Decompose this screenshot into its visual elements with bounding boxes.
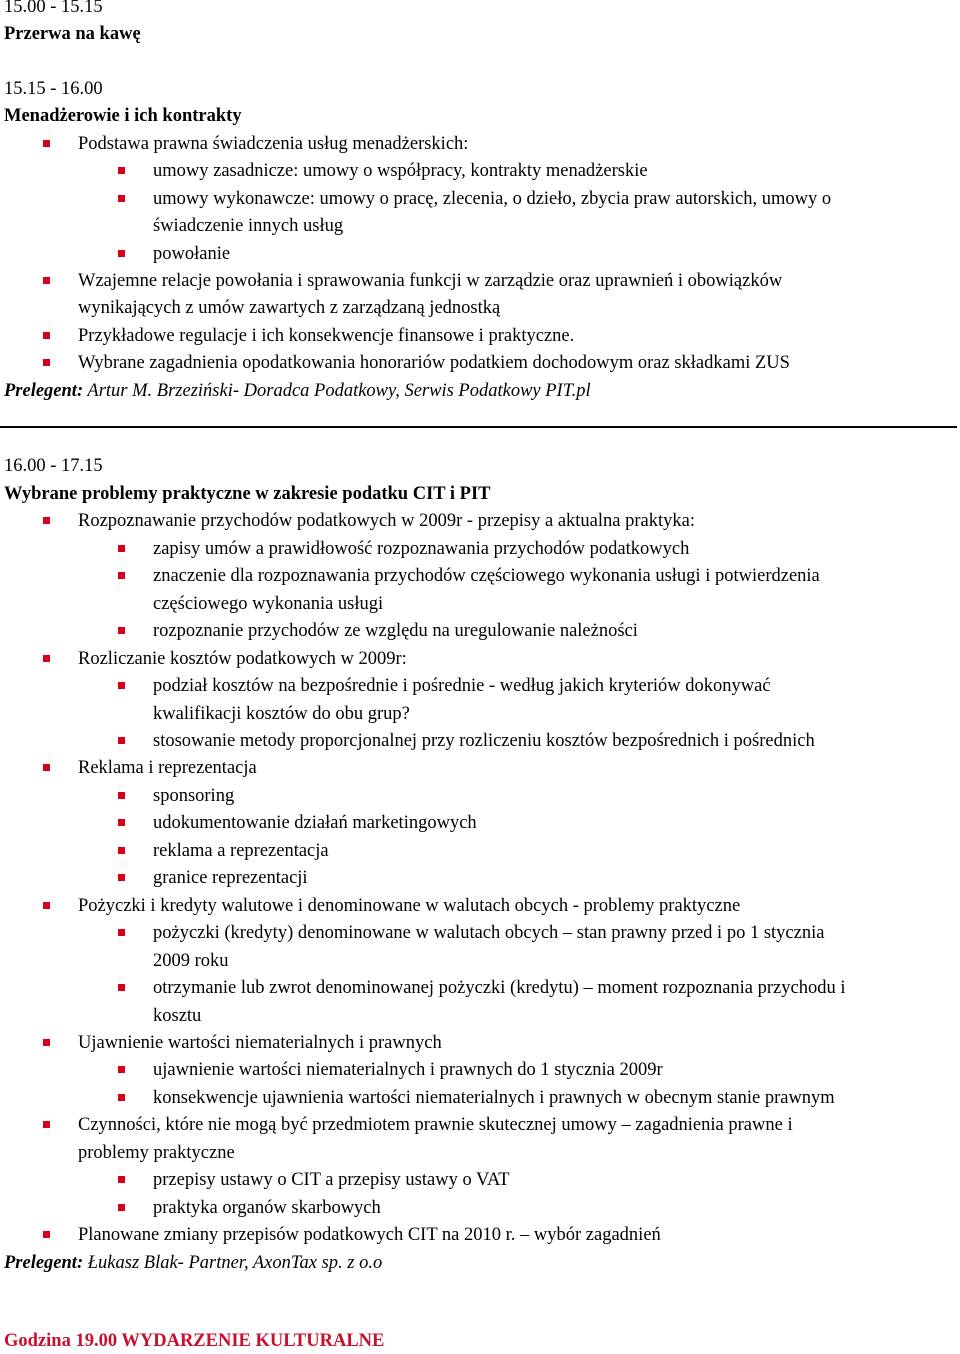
bullet-icon <box>43 277 50 284</box>
bullet-icon <box>43 517 50 524</box>
speaker-label: Prelegent: <box>4 1253 84 1273</box>
list-item: Wybrane zagadnienia opodatkowania honorariów podatkiem dochodowym oraz składkami ZUS <box>78 353 790 373</box>
speaker-name: Artur M. Brzeziński- Doradca Podatkowy, Serwis Podatkowy PIT.pl <box>87 381 591 401</box>
session2-title: Menadżerowie i ich kontrakty <box>4 106 242 126</box>
bullet-icon <box>118 682 125 689</box>
list-item: przepisy ustawy o CIT a przepisy ustawy o VAT <box>153 1170 510 1190</box>
list-item: konsekwencje ujawnienia wartości niematerialnych i prawnych w obecnym stanie prawnym <box>153 1088 835 1108</box>
list-item-continuation: częściowego wykonania usługi <box>153 594 384 614</box>
list-item: Wzajemne relacje powołania i sprawowania funkcji w zarządzie oraz uprawnień i obowiązków <box>78 271 783 291</box>
list-item: zapisy umów a prawidłowość rozpoznawania przychodów podatkowych <box>153 539 690 559</box>
list-item: pożyczki (kredyty) denominowane w walutach obcych – stan prawny przed i po 1 stycznia <box>153 923 825 943</box>
bullet-icon <box>118 819 125 826</box>
bullet-icon <box>118 1094 125 1101</box>
bullet-icon <box>118 984 125 991</box>
list-item: Czynności, które nie mogą być przedmiotem prawnie skutecznej umowy – zagadnienia prawne i <box>78 1115 793 1135</box>
list-item-continuation: problemy praktyczne <box>78 1143 235 1163</box>
list-item: Podstawa prawna świadczenia usług menadżerskich: <box>78 134 469 154</box>
list-item: Ujawnienie wartości niematerialnych i prawnych <box>78 1033 442 1053</box>
bullet-icon <box>118 737 125 744</box>
list-item: reklama a reprezentacja <box>153 841 329 861</box>
bullet-icon <box>118 847 125 854</box>
list-item: umowy wykonawcze: umowy o pracę, zlecenia, o dzieło, zbycia praw autorskich, umowy o <box>153 189 832 209</box>
list-item: Pożyczki i kredyty walutowe i denominowane w walutach obcych - problemy praktyczne <box>78 896 741 916</box>
bullet-icon <box>118 1066 125 1073</box>
session1-title: Przerwa na kawę <box>4 24 141 44</box>
bullet-icon <box>118 195 125 202</box>
bullet-icon <box>43 655 50 662</box>
bullet-icon <box>118 1204 125 1211</box>
list-item: otrzymanie lub zwrot denominowanej pożyczki (kredytu) – moment rozpoznania przychodu i <box>153 978 846 998</box>
session2-speaker <box>4 379 591 403</box>
list-item: stosowanie metody proporcjonalnej przy rozliczeniu kosztów bezpośrednich i pośrednich <box>153 731 815 751</box>
bullet-icon <box>118 627 125 634</box>
session2-time: 15.15 - 16.00 <box>4 79 103 99</box>
session3-time: 16.00 - 17.15 <box>4 456 103 476</box>
bullet-icon <box>118 929 125 936</box>
list-item: Planowane zmiany przepisów podatkowych CIT na 2010 r. – wybór zagadnień <box>78 1225 661 1245</box>
list-item: Rozpoznawanie przychodów podatkowych w 2009r - przepisy a aktualna praktyka: <box>78 511 695 531</box>
list-item: praktyka organów skarbowych <box>153 1198 381 1218</box>
list-item: umowy zasadnicze: umowy o współpracy, kontrakty menadżerskie <box>153 161 648 181</box>
bullet-icon <box>118 572 125 579</box>
list-item: Przykładowe regulacje i ich konsekwencje finansowe i praktyczne. <box>78 326 575 346</box>
bullet-icon <box>43 140 50 147</box>
speaker-name: Łukasz Blak- Partner, AxonTax sp. z o.o <box>87 1253 383 1273</box>
bullet-icon <box>118 792 125 799</box>
list-item: granice reprezentacji <box>153 868 308 888</box>
list-item-continuation: wynikających z umów zawartych z zarządzaną jednostką <box>78 298 501 318</box>
bullet-icon <box>118 250 125 257</box>
bullet-icon <box>118 167 125 174</box>
cultural-event: Godzina 19.00 WYDARZENIE KULTURALNE <box>4 1331 385 1351</box>
list-item: powołanie <box>153 244 231 264</box>
bullet-icon <box>43 1121 50 1128</box>
bullet-icon <box>43 359 50 366</box>
list-item-continuation: kosztu <box>153 1006 202 1026</box>
list-item: rozpoznanie przychodów ze względu na uregulowanie należności <box>153 621 638 641</box>
list-item: podział kosztów na bezpośrednie i pośrednie - według jakich kryteriów dokonywać <box>153 676 771 696</box>
session3-speaker <box>4 1251 382 1275</box>
session3-title: Wybrane problemy praktyczne w zakresie podatku CIT i PIT <box>4 484 491 504</box>
bullet-icon <box>118 1176 125 1183</box>
section-divider <box>0 426 957 428</box>
speaker-label: Prelegent: <box>4 381 84 401</box>
list-item-continuation: kwalifikacji kosztów do obu grup? <box>153 704 410 724</box>
list-item-continuation: świadczenie innych usług <box>153 216 344 236</box>
list-item: znaczenie dla rozpoznawania przychodów częściowego wykonania usługi i potwierdzenia <box>153 566 820 586</box>
bullet-icon <box>43 1231 50 1238</box>
list-item: ujawnienie wartości niematerialnych i prawnych do 1 stycznia 2009r <box>153 1060 663 1080</box>
bullet-icon <box>118 545 125 552</box>
bullet-icon <box>43 902 50 909</box>
list-item: sponsoring <box>153 786 235 806</box>
bullet-icon <box>118 874 125 881</box>
bullet-icon <box>43 1039 50 1046</box>
list-item-continuation: 2009 roku <box>153 951 229 971</box>
bullet-icon <box>43 764 50 771</box>
list-item: Rozliczanie kosztów podatkowych w 2009r: <box>78 649 407 669</box>
bullet-icon <box>43 332 50 339</box>
list-item: Reklama i reprezentacja <box>78 758 257 778</box>
session1-time: 15.00 - 15.15 <box>4 0 103 17</box>
list-item: udokumentowanie działań marketingowych <box>153 813 477 833</box>
